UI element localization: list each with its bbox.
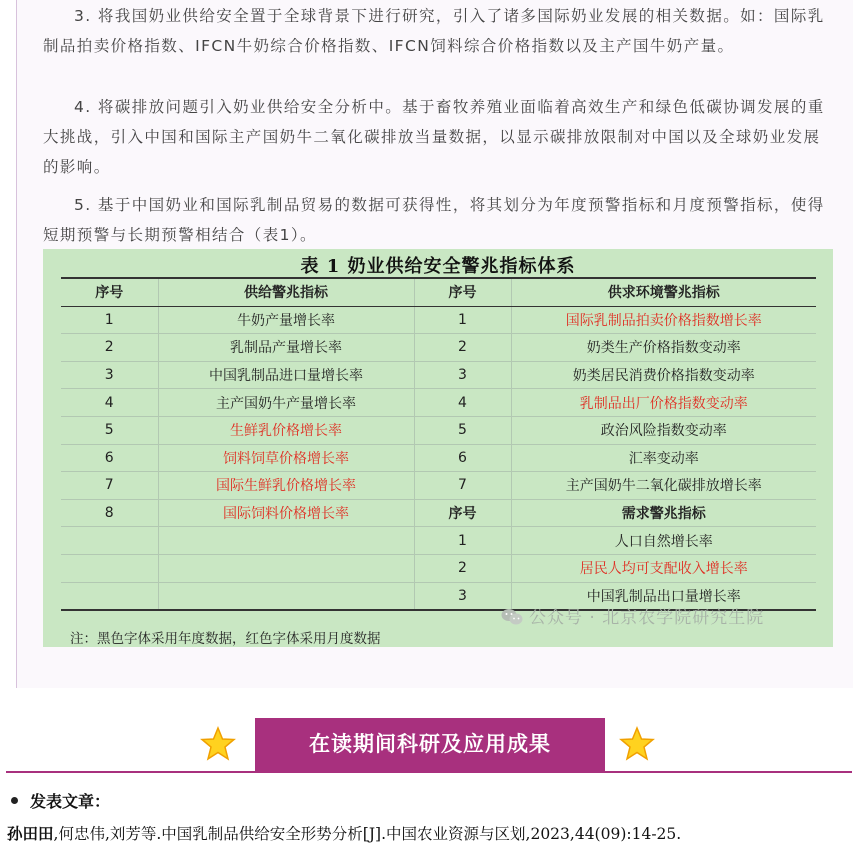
table-row — [61, 527, 816, 555]
citation — [7, 822, 681, 844]
environment-indicator-cell: 主产国奶牛二氧化碳排放增长率 — [511, 472, 816, 500]
environment-indicator-cell: 奶类生产价格指数变动率 — [511, 334, 816, 362]
publications-heading-text: 发表文章： — [30, 792, 111, 811]
citation-lead-author: 孙田田 — [7, 824, 54, 843]
table-title: 表 1 奶业供给安全警兆指标体系 — [300, 256, 576, 277]
supply-indicator-cell: 生鲜乳价格增长率 — [158, 416, 414, 444]
seq-cell: 1 — [414, 527, 511, 555]
seq-cell: 4 — [61, 389, 158, 417]
seq-cell: 5 — [414, 416, 511, 444]
seq-cell: 7 — [414, 472, 511, 500]
table-row — [61, 416, 816, 444]
seq-cell: 6 — [61, 444, 158, 472]
seq-cell: 7 — [61, 472, 158, 500]
table-row — [61, 444, 816, 472]
watermark — [501, 603, 764, 628]
paragraph-4: 4. 将碳排放问题引入奶业供给安全分析中。基于畜牧养殖业面临着高效生产和绿色低碳协调发展的重大挑战，引入中国和国际主产国奶牛二氧化碳排放当量数据，以显示碳排放限制对中国以及全球奶业发展的影响。 — [43, 98, 825, 176]
environment-indicator-cell: 居民人均可支配收入增长率 — [511, 554, 816, 582]
environment-indicator-cell: 汇率变动率 — [511, 444, 816, 472]
section-divider — [6, 771, 852, 773]
seq-cell — [61, 554, 158, 582]
table-row — [61, 499, 816, 527]
table-note: 注：黑色字体采用年度数据，红色字体采用月度数据 — [70, 631, 381, 647]
table-row — [61, 389, 816, 417]
demand-header: 需求警兆指标 — [511, 499, 816, 527]
seq-cell: 8 — [61, 499, 158, 527]
environment-indicator-cell: 乳制品出厂价格指数变动率 — [511, 389, 816, 417]
table-row — [61, 472, 816, 500]
indicator-table — [61, 277, 816, 611]
seq-cell: 3 — [414, 582, 511, 610]
seq-cell: 2 — [414, 554, 511, 582]
seq-cell: 5 — [61, 416, 158, 444]
supply-indicator-cell: 饲料饲草价格增长率 — [158, 444, 414, 472]
environment-indicator-cell: 人口自然增长率 — [511, 527, 816, 555]
supply-indicator-cell: 国际饲料价格增长率 — [158, 499, 414, 527]
seq-cell — [61, 527, 158, 555]
watermark-text: 公众号 · 北京农学院研究生院 — [529, 608, 765, 628]
seq-cell: 2 — [414, 334, 511, 362]
star-icon — [200, 726, 236, 762]
table-header-row — [61, 278, 816, 306]
table-row — [61, 554, 816, 582]
seq-cell: 3 — [61, 361, 158, 389]
supply-indicator-cell: 牛奶产量增长率 — [158, 306, 414, 334]
table-row — [61, 334, 816, 362]
supply-indicator-cell: 主产国奶牛产量增长率 — [158, 389, 414, 417]
demand-header-seq: 序号 — [414, 499, 511, 527]
wechat-icon — [501, 608, 523, 626]
seq-cell: 3 — [414, 361, 511, 389]
supply-indicator-cell: 国际生鲜乳价格增长率 — [158, 472, 414, 500]
seq-cell: 1 — [61, 306, 158, 334]
bullet-icon — [11, 797, 18, 804]
table-row — [61, 361, 816, 389]
article-body — [16, 0, 853, 688]
seq-cell — [61, 582, 158, 610]
header-environment: 供求环境警兆指标 — [511, 278, 816, 306]
supply-indicator-cell — [158, 582, 414, 610]
table-row — [61, 306, 816, 334]
environment-indicator-cell: 政治风险指数变动率 — [511, 416, 816, 444]
environment-indicator-cell: 国际乳制品拍卖价格指数增长率 — [511, 306, 816, 334]
star-icon — [619, 726, 655, 762]
environment-indicator-cell: 奶类居民消费价格指数变动率 — [511, 361, 816, 389]
seq-cell: 6 — [414, 444, 511, 472]
paragraph-5: 5. 基于中国奶业和国际乳制品贸易的数据可获得性，将其划分为年度预警指标和月度预警指标，使得短期预警与长期预警相结合（表1）。 — [43, 196, 825, 244]
publications-heading — [11, 789, 110, 812]
indicator-table-image — [43, 249, 833, 647]
supply-indicator-cell: 中国乳制品进口量增长率 — [158, 361, 414, 389]
seq-cell: 1 — [414, 306, 511, 334]
header-seq-1: 序号 — [61, 278, 158, 306]
supply-indicator-cell: 乳制品产量增长率 — [158, 334, 414, 362]
seq-cell: 4 — [414, 389, 511, 417]
header-seq-2: 序号 — [414, 278, 511, 306]
environment-indicator-cell: 中国乳制品出口量增长率 — [511, 582, 816, 610]
supply-indicator-cell — [158, 527, 414, 555]
paragraph-3: 3. 将我国奶业供给安全置于全球背景下进行研究，引入了诸多国际奶业发展的相关数据。如：国际乳制品拍卖价格指数、IFCN牛奶综合价格指数、IFCN饲料综合价格指数以及主产国牛奶产量。 — [43, 7, 825, 55]
section-banner: 在读期间科研及应用成果 — [255, 718, 605, 771]
seq-cell: 2 — [61, 334, 158, 362]
header-supply: 供给警兆指标 — [158, 278, 414, 306]
supply-indicator-cell — [158, 554, 414, 582]
citation-rest: ,何忠伟,刘芳等.中国乳制品供给安全形势分析[J].中国农业资源与区划,2023,44(09):14-25. — [53, 825, 682, 843]
